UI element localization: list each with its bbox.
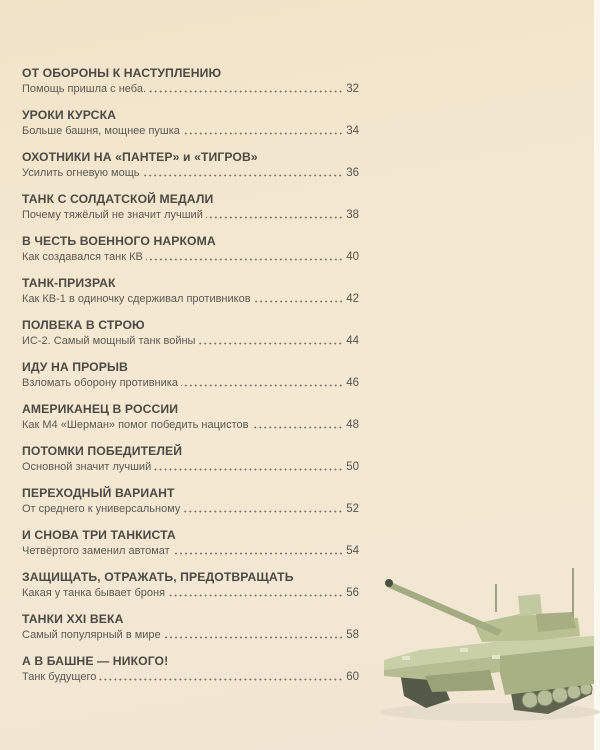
toc-entry[interactable] [22, 234, 359, 276]
chapter-title: ОТ ОБОРОНЫ К НАСТУПЛЕНИЮ [22, 66, 222, 80]
toc-entry[interactable] [22, 654, 359, 696]
chapter-subtitle: ИС-2. Самый мощный танк войны [22, 335, 196, 347]
toc-line [22, 166, 359, 180]
chapter-subtitle: Как создавался танк КВ [22, 251, 143, 263]
page-number: 60 [346, 671, 359, 683]
dot-leader [173, 552, 344, 555]
page-number: 40 [346, 251, 359, 263]
chapter-subtitle: От среднего к универсальному [22, 503, 181, 515]
chapter-subtitle: Танк будущего [22, 671, 97, 683]
toc-entry[interactable] [22, 486, 359, 528]
chapter-subtitle: Самый популярный в мире [22, 629, 161, 641]
toc-entry[interactable] [22, 318, 359, 360]
chapter-title: УРОКИ КУРСКА [22, 108, 117, 122]
toc-line [22, 670, 359, 684]
toc-line [22, 292, 359, 306]
chapter-subtitle: Как КВ-1 в одиночку сдерживал противников [22, 293, 251, 305]
chapter-subtitle: Четвёртого заменил автомат [22, 545, 170, 557]
chapter-title: В ЧЕСТЬ ВОЕННОГО НАРКОМА [22, 234, 216, 248]
chapter-title: ПЕРЕХОДНЫЙ ВАРИАНТ [22, 486, 175, 500]
chapter-title: ПОЛВЕКА В СТРОЮ [22, 318, 145, 332]
toc-line [22, 82, 359, 96]
toc-entry[interactable] [22, 66, 359, 108]
dot-leader [183, 510, 343, 513]
toc-line [22, 124, 359, 138]
toc-entry[interactable] [22, 108, 359, 150]
toc-line [22, 544, 359, 558]
chapter-title: ПОТОМКИ ПОБЕДИТЕЛЕЙ [22, 444, 183, 458]
dot-leader [99, 678, 343, 681]
page-number: 48 [346, 419, 359, 431]
toc-line [22, 208, 359, 222]
page-number: 32 [346, 83, 359, 95]
chapter-subtitle: Какая у танка бывает броня [22, 587, 166, 599]
toc-entry[interactable] [22, 444, 359, 486]
dot-leader [149, 90, 343, 93]
toc-entry[interactable] [22, 612, 359, 654]
page-number: 42 [346, 293, 359, 305]
page-number: 52 [346, 503, 359, 515]
toc-entry[interactable] [22, 150, 359, 192]
page-number: 58 [346, 629, 359, 641]
chapter-subtitle: Почему тяжёлый не значит лучший [22, 209, 203, 221]
dot-leader [142, 174, 343, 177]
table-of-contents [22, 66, 359, 696]
chapter-title: И СНОВА ТРИ ТАНКИСТА [22, 528, 176, 542]
toc-line [22, 628, 359, 642]
chapter-subtitle: Помощь пришла с неба. [22, 83, 147, 95]
dot-leader [206, 216, 343, 219]
chapter-subtitle: Взломать оборону противника [22, 377, 178, 389]
page-number: 56 [346, 587, 359, 599]
page-number: 36 [346, 167, 359, 179]
page-number: 38 [346, 209, 359, 221]
chapter-subtitle: Усилить огневую мощь [22, 167, 140, 179]
dot-leader [181, 384, 343, 387]
dot-leader [254, 300, 344, 303]
page-number: 50 [346, 461, 359, 473]
dot-leader [146, 258, 343, 261]
dot-leader [164, 636, 344, 639]
dot-leader [154, 468, 343, 471]
page-number: 44 [346, 335, 359, 347]
toc-line [22, 418, 359, 432]
dot-leader [183, 132, 343, 135]
toc-entry[interactable] [22, 528, 359, 570]
page-number: 34 [346, 125, 359, 137]
chapter-subtitle: Основной значит лучший [22, 461, 152, 473]
dot-leader [198, 342, 343, 345]
chapter-subtitle: Больше башня, мощнее пушка [22, 125, 180, 137]
chapter-title: ТАНК С СОЛДАТСКОЙ МЕДАЛИ [22, 192, 214, 206]
toc-entry[interactable] [22, 276, 359, 318]
toc-entry[interactable] [22, 402, 359, 444]
page-number: 54 [346, 545, 359, 557]
toc-line [22, 334, 359, 348]
chapter-title: ИДУ НА ПРОРЫВ [22, 360, 128, 374]
toc-entry[interactable] [22, 570, 359, 612]
chapter-title: АМЕРИКАНЕЦ В РОССИИ [22, 402, 179, 416]
chapter-title: ЗАЩИЩАТЬ, ОТРАЖАТЬ, ПРЕДОТВРАЩАТЬ [22, 570, 294, 584]
toc-line [22, 250, 359, 264]
toc-line [22, 502, 359, 516]
toc-entry[interactable] [22, 192, 359, 234]
toc-line [22, 376, 359, 390]
dot-leader [251, 426, 343, 429]
toc-entry[interactable] [22, 360, 359, 402]
dot-leader [168, 594, 343, 597]
toc-line [22, 460, 359, 474]
chapter-title: А В БАШНЕ — НИКОГО! [22, 654, 169, 668]
page-number: 46 [346, 377, 359, 389]
chapter-title: ОХОТНИКИ НА «ПАНТЕР» и «ТИГРОВ» [22, 150, 258, 164]
chapter-title: ТАНК-ПРИЗРАК [22, 276, 116, 290]
chapter-title: ТАНКИ XXI ВЕКА [22, 612, 124, 626]
chapter-subtitle: Как М4 «Шерман» помог победить нацистов [22, 419, 249, 431]
toc-line [22, 586, 359, 600]
